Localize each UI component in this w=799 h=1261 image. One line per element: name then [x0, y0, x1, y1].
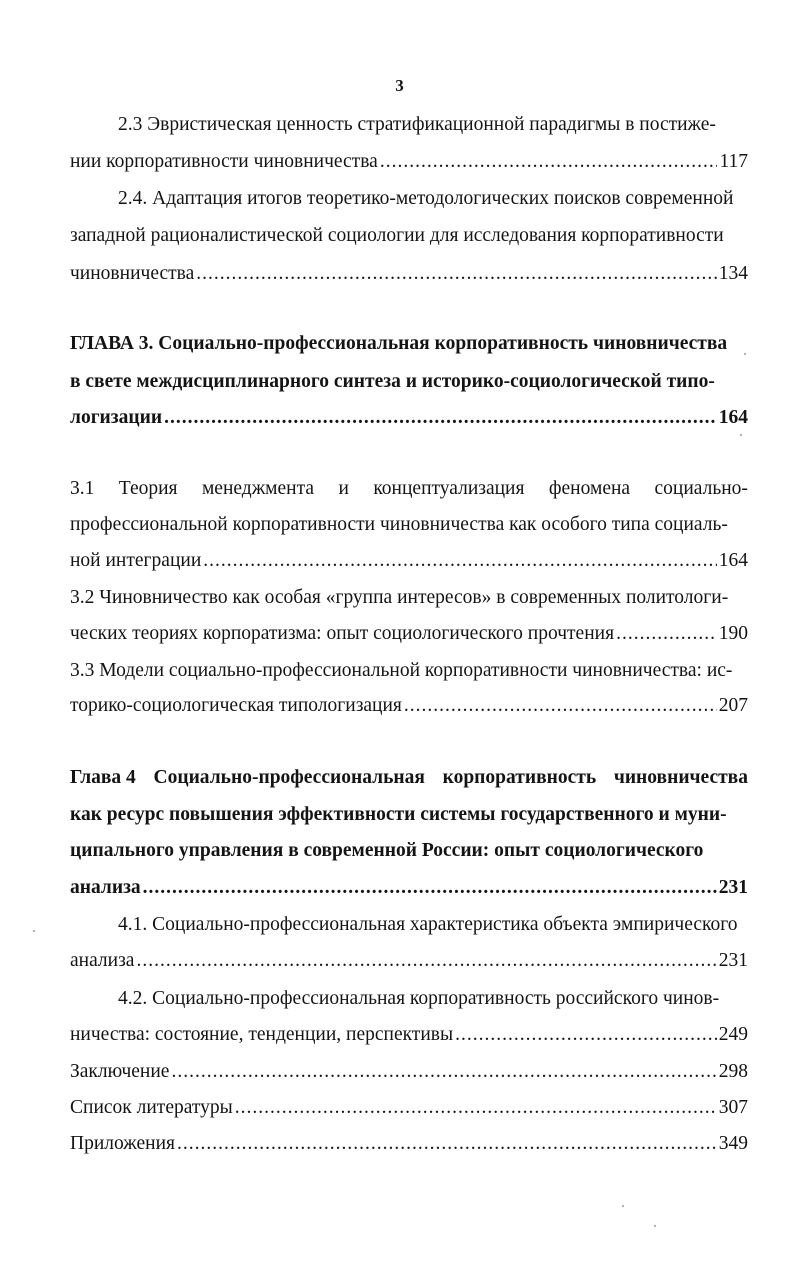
toc-3-1-title-line2: профессиональной корпоративности чиновничества как особого типа социаль- [70, 514, 728, 535]
toc-appendices-title: Приложения [70, 1133, 175, 1154]
toc-4-2-page: 249 [718, 1024, 748, 1045]
toc-3-2-entry[interactable] [70, 616, 748, 652]
toc-2-3-page: 117 [719, 151, 748, 172]
toc-3-1-title-line1 [70, 471, 748, 507]
word: феномена [548, 478, 631, 499]
word: менеджмента [201, 478, 315, 499]
dot-leader [203, 543, 716, 579]
toc-4-2-entry[interactable] [70, 1017, 748, 1053]
scan-speck [33, 930, 35, 932]
word: чиновничества [613, 767, 748, 788]
toc-chapter-3-title-line2: в свете междисциплинарного синтеза и историко-социологической типо- [70, 371, 715, 392]
toc-3-3-entry[interactable] [70, 688, 748, 724]
toc-conclusion-title: Заключение [70, 1061, 170, 1082]
dot-leader [380, 144, 718, 180]
toc-4-1-entry[interactable] [70, 943, 748, 979]
toc-references-page: 307 [718, 1097, 748, 1118]
toc-2-4-title-line2: западной рационалистической социологии для исследования корпоративности [70, 225, 724, 246]
toc-4-2-title-line1: 4.2. Социально-профессиональная корпоративность российского чинов- [118, 988, 720, 1009]
toc-conclusion-entry[interactable] [70, 1054, 748, 1090]
dot-leader [455, 1017, 717, 1053]
toc-3-2-title-line1: 3.2 Чиновничество как особая «группа интересов» в современных политологи- [70, 587, 729, 608]
toc-3-3-title-line1: 3.3 Модели социально-профессиональной корпоративности чиновничества: ис- [70, 660, 733, 681]
toc-appendices-page: 349 [718, 1133, 748, 1154]
toc-3-3-page: 207 [718, 695, 748, 716]
dot-leader [404, 688, 717, 724]
toc-chapter-4-title-line4: анализа [70, 877, 141, 898]
dot-leader [196, 256, 717, 292]
toc-3-1-title-line3: ной интеграции [70, 550, 202, 571]
toc-chapter-4-page: 231 [718, 877, 748, 898]
toc-appendices-entry[interactable] [70, 1126, 748, 1162]
word: и [338, 478, 349, 499]
toc-chapter-4-title-line1 [70, 760, 748, 796]
word: Глава 4 [70, 767, 136, 788]
toc-chapter-3-title-line3: логизации [70, 407, 163, 428]
scan-speck [744, 353, 746, 355]
word: социально- [654, 478, 748, 499]
toc-2-4-title-line3: чиновничества [70, 263, 195, 284]
scan-speck [622, 1205, 624, 1207]
toc-chapter-4-title-line3: ципального управления в современной России: опыт социологического [70, 840, 704, 861]
toc-2-4-entry[interactable] [70, 256, 748, 292]
toc-chapter-3-entry[interactable] [70, 400, 748, 436]
dot-leader [171, 1054, 716, 1090]
toc-2-4-title-line1: 2.4. Адаптация итогов теоретико-методологических поисков современной [118, 188, 734, 209]
toc-4-2-title-line2: ничества: состояние, тенденции, перспективы [70, 1024, 454, 1045]
toc-3-3-title-line2: торико-социологическая типологизация [70, 695, 402, 716]
page-number: 3 [395, 76, 404, 95]
toc-chapter-3-title-line1: ГЛАВА 3. Социально-профессиональная корпоративность чиновничества [70, 333, 728, 354]
word: 3.1 [70, 478, 95, 499]
toc-4-1-page: 231 [718, 950, 748, 971]
dot-leader [616, 616, 717, 652]
toc-chapter-4-title-line2: как ресурс повышения эффективности системы государственного и муни- [70, 804, 727, 825]
scan-speck [654, 1225, 656, 1227]
dot-leader [164, 400, 717, 436]
word: корпоративность [442, 767, 597, 788]
toc-4-1-title-line1: 4.1. Социально-профессиональная характеристика объекта эмпирического [118, 914, 738, 935]
toc-references-title: Список литературы [70, 1097, 233, 1118]
toc-2-4-page: 134 [718, 263, 748, 284]
toc-4-1-title-line2: анализа [70, 950, 135, 971]
toc-references-entry[interactable] [70, 1090, 748, 1126]
toc-2-3-title-line1: 2.3 Эвристическая ценность стратификационной парадигмы в постиже- [118, 114, 716, 135]
dot-leader [177, 1126, 717, 1162]
dot-leader [235, 1090, 717, 1126]
toc-3-2-page: 190 [718, 623, 748, 644]
toc-2-3-title-line2: нии корпоративности чиновничества [70, 151, 378, 172]
word: Теория [118, 478, 178, 499]
dot-leader [143, 870, 717, 906]
toc-conclusion-page: 298 [718, 1061, 748, 1082]
word: Социально-профессиональная [153, 767, 425, 788]
toc-chapter-3-page: 164 [718, 407, 748, 428]
scan-speck [740, 434, 742, 436]
toc-3-1-page: 164 [718, 550, 748, 571]
toc-2-3-entry[interactable] [70, 144, 748, 180]
toc-3-1-entry[interactable] [70, 543, 748, 579]
toc-chapter-4-entry[interactable] [70, 870, 748, 906]
toc-3-2-title-line2: ческих теориях корпоратизма: опыт социологического прочтения [70, 623, 615, 644]
dot-leader [136, 943, 716, 979]
word: концептуализация [373, 478, 525, 499]
